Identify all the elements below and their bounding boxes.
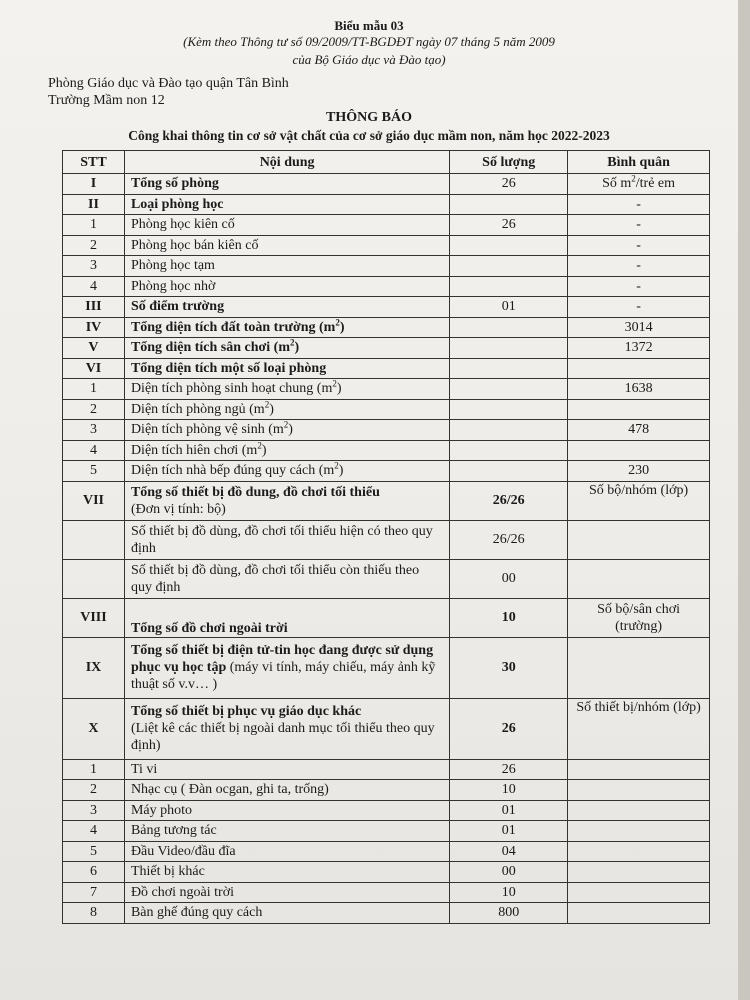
row-content-text: Tổng số thiết bị điện tử-tin học đang được sử dụng phục vụ học tập [130,643,434,675]
row-qty: 04 [450,841,568,862]
table-row [63,420,710,441]
unit-sup: 2 [290,337,295,348]
row-content [124,637,449,698]
row-avg [568,174,710,195]
row-stt: II [63,194,125,215]
row-stt [63,520,125,559]
row-stt: VIII [63,598,125,637]
table-header-row [63,151,710,174]
row-qty [450,194,568,215]
unit-close: ) [339,319,345,335]
row-qty: 26 [450,759,568,780]
row-content [124,461,449,482]
row-content: Bàn ghế đúng quy cách [124,903,449,924]
row-avg [568,882,710,903]
form-title: Biểu mẫu 03 [334,18,404,33]
row-avg [568,821,710,842]
row-note: (máy vi tính, máy chiếu, máy ảnh kỹ thuật số v.v… ) [130,660,436,692]
table-row [63,358,710,379]
row-avg: Số bộ/nhóm (lớp) [568,481,710,520]
row-stt: 2 [63,399,125,420]
row-qty: 10 [450,598,568,637]
row-qty: 26/26 [450,520,568,559]
row-content: Tổng diện tích một số loại phòng [124,358,449,379]
row-stt: 3 [63,420,125,441]
table-row-x [63,698,710,759]
table-row [63,338,710,359]
row-avg [568,841,710,862]
row-avg: Số thiết bị/nhóm (lớp) [568,698,710,759]
row-avg: - [568,215,710,236]
table-row [63,559,710,598]
row-qty [450,420,568,441]
row-stt: 4 [63,276,125,297]
row-content: Đồ chơi ngoài trời [124,882,449,903]
table-row [63,882,710,903]
row-avg: 478 [568,420,710,441]
unit-close: ) [288,422,293,438]
row-content: Phòng học kiên cố [124,215,449,236]
row-stt: 4 [63,821,125,842]
row-content [124,338,449,359]
unit-sup: 2 [334,460,339,471]
table-row [63,215,710,236]
form-reference-issuer: của Bộ Giáo dục và Đào tạo) [292,52,446,67]
table-row [63,194,710,215]
row-stt: IX [63,637,125,698]
row-stt: IV [63,317,125,338]
table-row [63,317,710,338]
row-avg: - [568,276,710,297]
col-header-content: Nội dung [124,151,449,174]
row-stt: 6 [63,862,125,883]
unit-close: ) [261,442,267,458]
row-qty [450,440,568,461]
row-content-text: Tổng số thiết bị phục vụ giáo dục khác [130,704,362,719]
row-qty: 01 [450,821,568,842]
row-avg [568,358,710,379]
row-qty: 26 [450,215,568,236]
department-name: Phòng Giáo dục và Đào tạo quận Tân Bình [48,76,289,91]
row-stt: 1 [63,215,125,236]
row-avg [568,440,710,461]
row-content: Số thiết bị đồ dùng, đồ chơi tối thiểu còn thiếu theo quy định [124,559,449,598]
row-content: Tổng số phòng [124,174,449,195]
row-content: Máy photo [124,800,449,821]
row-avg [568,559,710,598]
unit-sup: 2 [335,317,340,328]
row-avg [568,800,710,821]
row-content-text: Tổng số thiết bị đồ dung, đồ chơi tối thiểu [130,484,380,500]
form-reference: (Kèm theo Thông tư số 09/2009/TT-BGDĐT ngày 07 tháng 5 năm 2009 [183,34,555,49]
row-content-text: Tổng diện tích sân chơi (m [130,340,290,356]
row-qty [450,235,568,256]
table-row [63,379,710,400]
row-stt: 3 [63,256,125,277]
row-avg [568,780,710,801]
table-row [63,759,710,780]
row-content-text: Diện tích phòng vệ sinh (m [130,422,284,438]
col-header-qty: Số lượng [450,151,568,174]
row-content: Nhạc cụ ( Đàn ocgan, ghi ta, trống) [124,780,449,801]
row-stt: 2 [63,780,125,801]
table-row [63,276,710,297]
table-row [63,862,710,883]
row-content: Đầu Video/đầu đĩa [124,841,449,862]
row-qty [450,379,568,400]
row-avg [568,520,710,559]
facilities-table [62,150,710,924]
unit-sup: 2 [332,378,337,389]
row-note: (Đơn vị tính: bộ) [130,501,226,517]
row-content: Thiết bị khác [124,862,449,883]
row-content [124,698,449,759]
row-content [124,440,449,461]
row-content [124,379,449,400]
row-qty: 26/26 [450,481,568,520]
row-qty [450,358,568,379]
row-stt: 7 [63,882,125,903]
notice-title: THÔNG BÁO [326,110,412,125]
row-avg: Số bộ/sân chơi (trường) [568,598,710,637]
unit-sup: 2 [283,419,289,430]
row-qty: 01 [450,800,568,821]
row-qty: 10 [450,882,568,903]
row-content: Phòng học tạm [124,256,449,277]
table-row-viii [63,598,710,637]
unit-close: ) [269,401,274,417]
row-stt: 5 [63,841,125,862]
row-avg: - [568,256,710,277]
row-content [124,399,449,420]
row-stt: 1 [63,379,125,400]
row-stt: VII [63,481,125,520]
row-content [124,317,449,338]
school-name: Trường Mầm non 12 [48,93,165,108]
row-qty: 00 [450,862,568,883]
row-content [124,481,449,520]
row-content-text: Diện tích phòng sinh hoạt chung (m [130,381,333,397]
row-avg: - [568,194,710,215]
row-avg: - [568,235,710,256]
table-row [63,841,710,862]
table-row [63,235,710,256]
unit-sup: 2 [264,399,270,410]
row-stt: 1 [63,759,125,780]
row-stt: III [63,297,125,318]
unit-close: ) [294,340,300,356]
avg-unit-a: Số m [602,176,632,192]
row-avg [568,759,710,780]
table-row [63,903,710,924]
row-avg: - [568,297,710,318]
row-stt: V [63,338,125,359]
row-qty: 30 [450,637,568,698]
col-header-avg: Bình quân [568,151,710,174]
col-header-stt: STT [63,151,125,174]
table-row [63,780,710,801]
row-qty [450,399,568,420]
row-content: Phòng học nhờ [124,276,449,297]
row-content: Bảng tương tác [124,821,449,842]
row-note: (Liệt kê các thiết bị ngoài danh mục tối thiểu theo quy định) [130,721,435,753]
row-avg [568,399,710,420]
table-row [63,399,710,420]
row-qty: 800 [450,903,568,924]
notice-subtitle: Công khai thông tin cơ sở vật chất của cơ sở giáo dục mầm non, năm học 2022-2023 [128,128,610,143]
row-content-text: Diện tích phòng ngủ (m [130,401,265,417]
row-content: Số điểm trường [124,297,449,318]
row-content: Số thiết bị đồ dùng, đồ chơi tối thiểu hiện có theo quy định [124,520,449,559]
row-stt: 2 [63,235,125,256]
row-stt: VI [63,358,125,379]
unit-sup: 2 [257,440,262,451]
row-qty [450,461,568,482]
row-avg: 1638 [568,379,710,400]
table-row [63,461,710,482]
row-content: Tổng số đồ chơi ngoài trời [124,598,449,637]
row-qty [450,338,568,359]
row-avg: 3014 [568,317,710,338]
row-qty: 00 [450,559,568,598]
row-content [124,420,449,441]
row-avg: 230 [568,461,710,482]
row-qty: 10 [450,780,568,801]
row-qty [450,276,568,297]
table-row [63,297,710,318]
unit-close: ) [336,381,342,397]
row-stt [63,559,125,598]
row-content: Loại phòng học [124,194,449,215]
row-stt: I [63,174,125,195]
row-avg: 1372 [568,338,710,359]
table-row-ix [63,637,710,698]
row-stt: 8 [63,903,125,924]
unit-close: ) [338,463,344,479]
row-content-text: Diện tích hiên chơi (m [130,442,258,458]
row-qty: 26 [450,174,568,195]
row-avg [568,637,710,698]
table-row [63,256,710,277]
row-content: Ti vi [124,759,449,780]
row-qty [450,256,568,277]
row-stt: 5 [63,461,125,482]
table-row [63,440,710,461]
row-avg [568,862,710,883]
row-qty [450,317,568,338]
row-qty: 26 [450,698,568,759]
row-stt: X [63,698,125,759]
row-content-text: Tổng diện tích đất toàn trường (m [130,319,336,335]
row-stt: 4 [63,440,125,461]
row-content-text: Diện tích nhà bếp đúng quy cách (m [130,463,335,479]
table-row [63,821,710,842]
row-content: Phòng học bán kiên cố [124,235,449,256]
table-row [63,520,710,559]
avg-unit-sup: 2 [631,173,636,184]
avg-unit-b: /trẻ em [635,176,676,192]
table-row [63,174,710,195]
table-row [63,800,710,821]
row-stt: 3 [63,800,125,821]
table-row-vii [63,481,710,520]
row-avg [568,903,710,924]
row-qty: 01 [450,297,568,318]
